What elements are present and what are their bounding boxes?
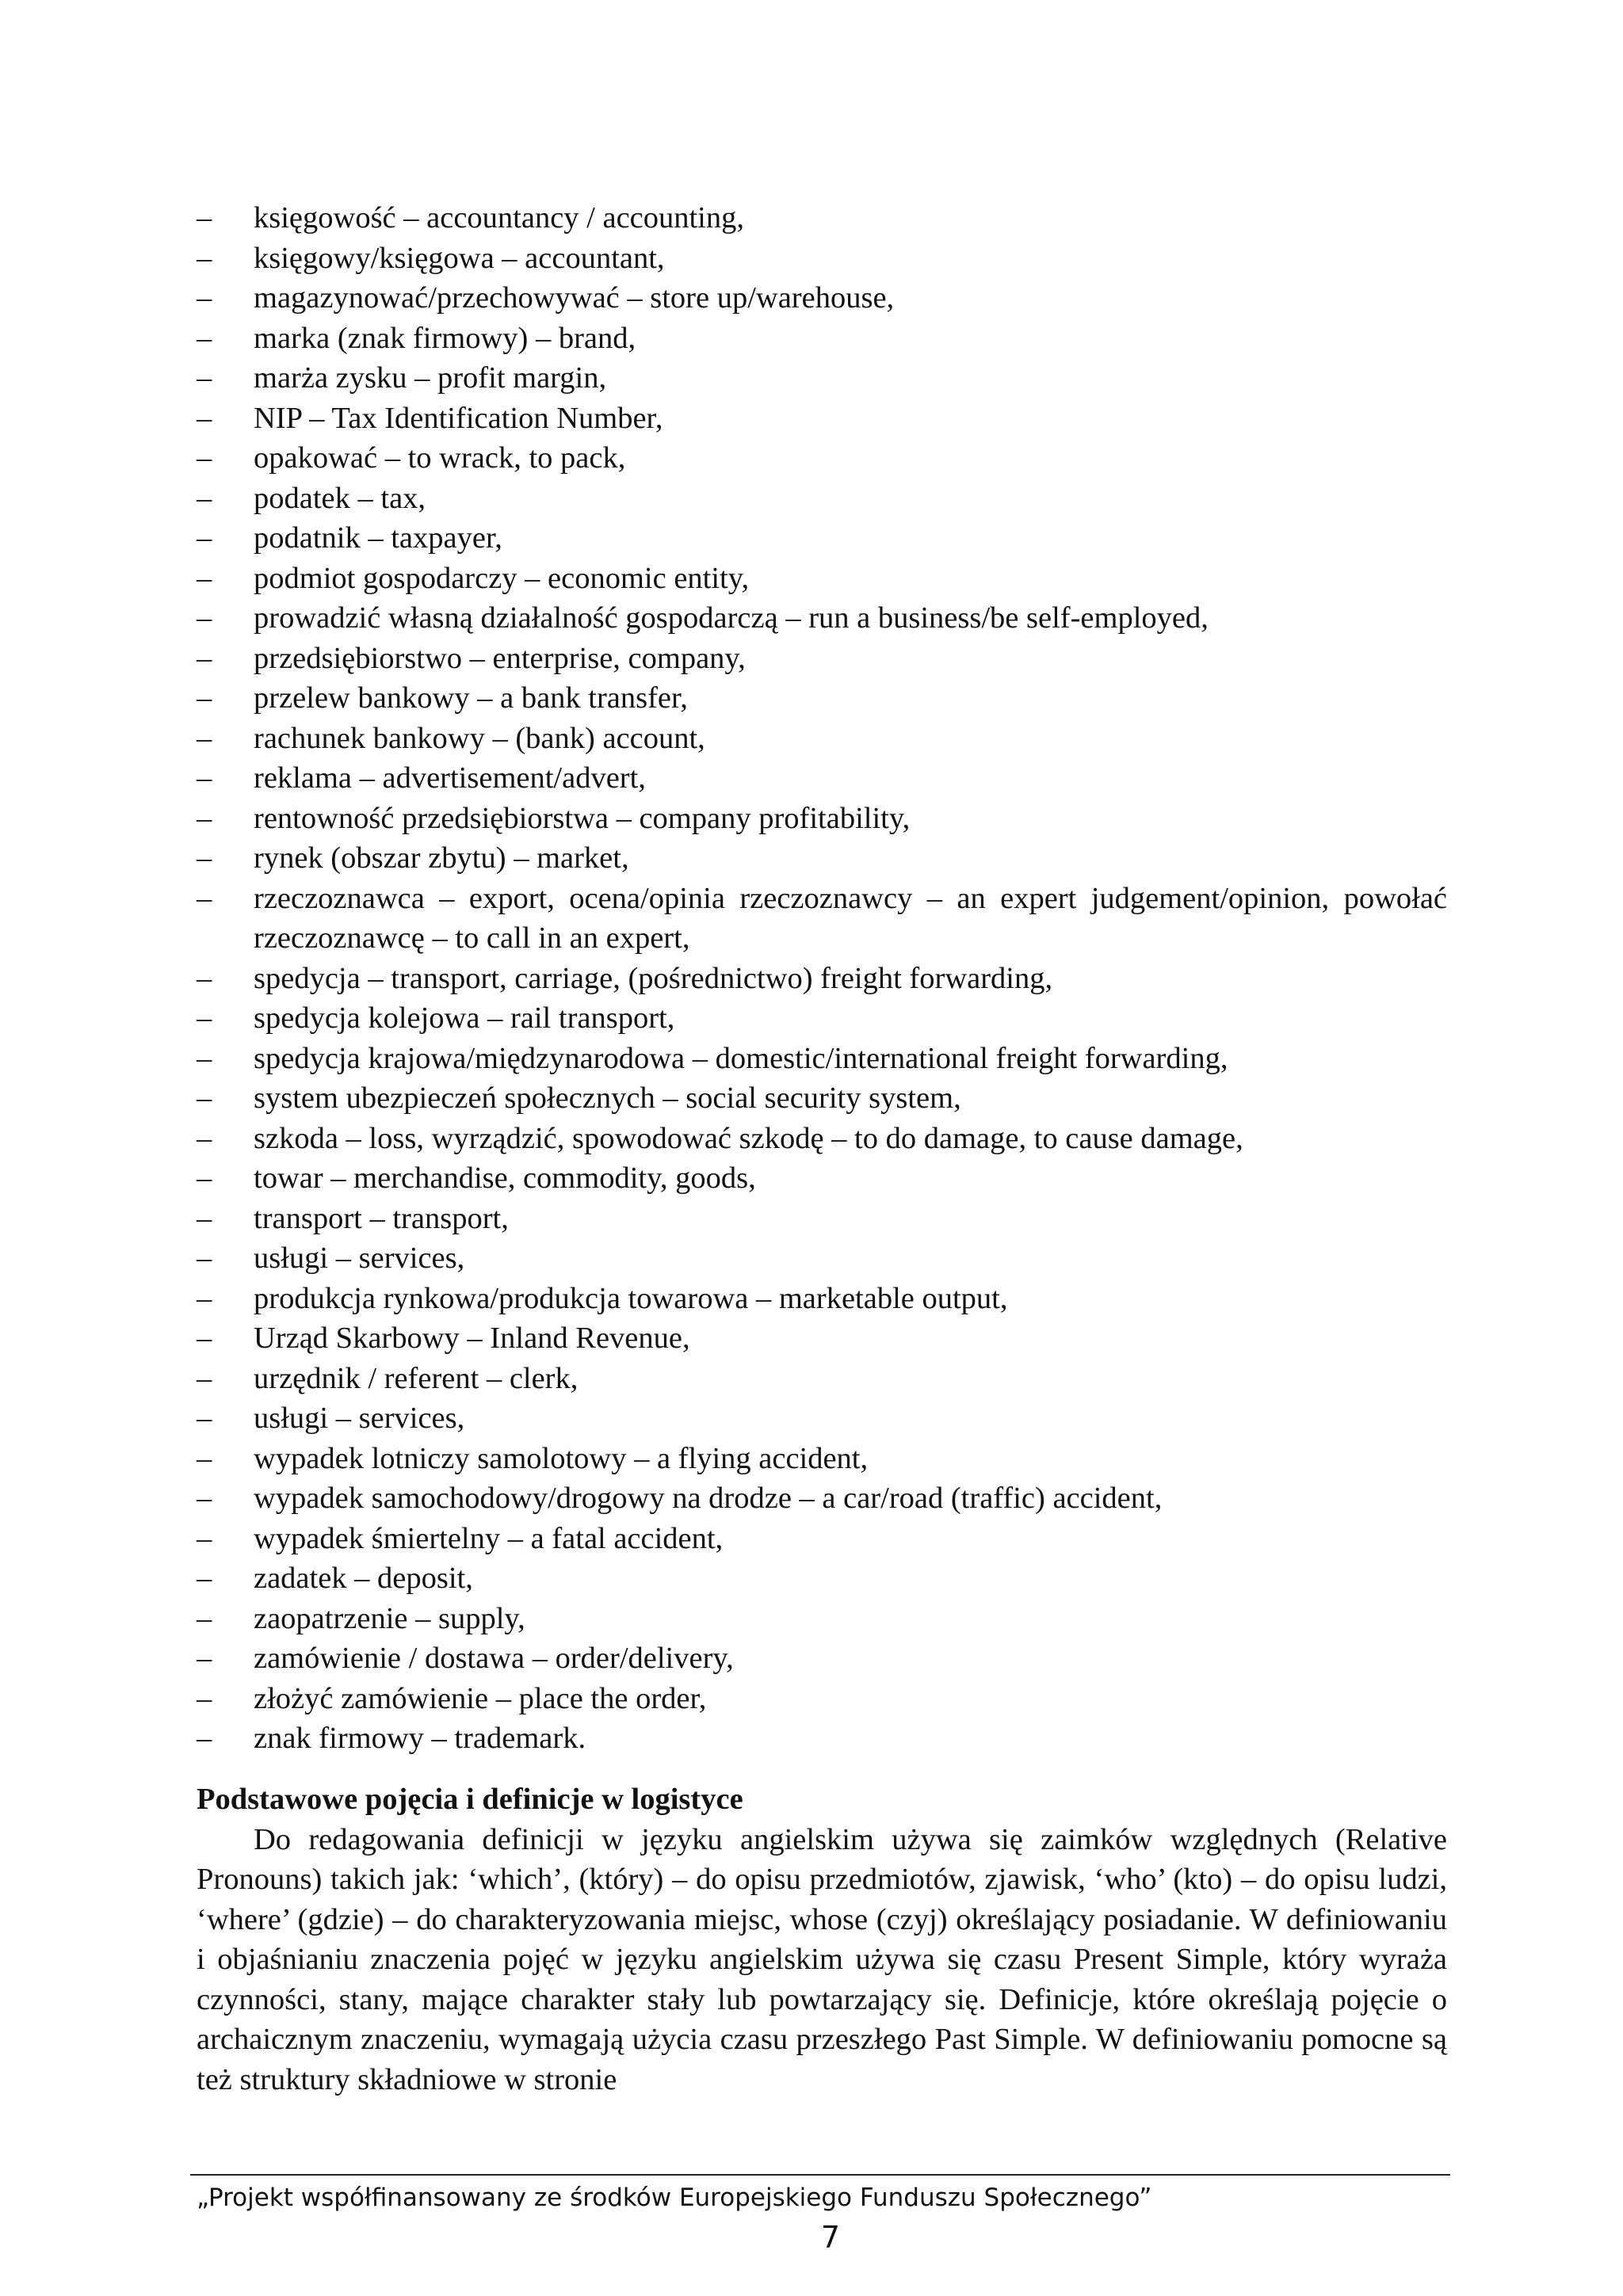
dash-bullet-icon	[197, 198, 212, 238]
dash-bullet-icon	[197, 1599, 212, 1639]
vocabulary-text: system ubezpieczeń społecznych – social security system,	[254, 1081, 961, 1115]
vocabulary-text: przedsiębiorstwo – enterprise, company,	[254, 641, 746, 675]
vocabulary-text: rynek (obszar zbytu) – market,	[254, 841, 629, 875]
dash-bullet-icon	[197, 598, 212, 639]
vocabulary-text: złożyć zamówienie – place the order,	[254, 1681, 707, 1715]
vocabulary-text: spedycja – transport, carriage, (pośrednictwo) freight forwarding,	[254, 961, 1053, 995]
dash-bullet-icon	[197, 1638, 212, 1679]
footer-funding-note: „Projekt współfinansowany ze środków Europejskiego Funduszu Społecznego”	[197, 2183, 1152, 2212]
vocabulary-text: zaopatrzenie – supply,	[254, 1601, 525, 1635]
vocabulary-item	[197, 438, 1447, 479]
vocabulary-item	[197, 198, 1447, 238]
dash-bullet-icon	[197, 1119, 212, 1159]
vocabulary-text: prowadzić własną działalność gospodarczą – run a business/be self-employed,	[254, 601, 1209, 635]
page-number: 7	[820, 2220, 841, 2255]
dash-bullet-icon	[197, 1478, 212, 1519]
dash-bullet-icon	[197, 879, 212, 919]
vocabulary-item	[197, 1359, 1447, 1399]
vocabulary-text: towar – merchandise, commodity, goods,	[254, 1161, 756, 1195]
vocabulary-item	[197, 678, 1447, 719]
dash-bullet-icon	[197, 1439, 212, 1479]
vocabulary-item	[197, 1039, 1447, 1079]
vocabulary-text: rzeczoznawca – export, ocena/opinia rzeczoznawcy – an expert judgement/opinion, powołać rzeczoznawcę – to call in an expert,	[254, 881, 1447, 955]
dash-bullet-icon	[197, 479, 212, 519]
vocabulary-text: księgowość – accountancy / accounting,	[254, 201, 745, 235]
vocabulary-item	[197, 639, 1447, 679]
vocabulary-text: magazynować/przechowywać – store up/warehouse,	[254, 281, 895, 315]
vocabulary-item	[197, 1199, 1447, 1239]
vocabulary-item	[197, 1078, 1447, 1119]
vocabulary-text: NIP – Tax Identification Number,	[254, 401, 663, 435]
vocabulary-text: transport – transport,	[254, 1201, 509, 1235]
vocabulary-item	[197, 1119, 1447, 1159]
dash-bullet-icon	[197, 318, 212, 359]
dash-bullet-icon	[197, 399, 212, 439]
vocabulary-text: wypadek lotniczy samolotowy – a flying accident,	[254, 1441, 869, 1475]
vocabulary-text: przelew bankowy – a bank transfer,	[254, 681, 688, 715]
vocabulary-text: usługi – services,	[254, 1402, 465, 1435]
dash-bullet-icon	[197, 1679, 212, 1719]
dash-bullet-icon	[197, 1318, 212, 1359]
dash-bullet-icon	[197, 1558, 212, 1599]
dash-bullet-icon	[197, 518, 212, 559]
dash-bullet-icon	[197, 799, 212, 839]
dash-bullet-icon	[197, 1519, 212, 1559]
dash-bullet-icon	[197, 238, 212, 279]
vocabulary-item	[197, 1519, 1447, 1559]
dash-bullet-icon	[197, 1158, 212, 1199]
vocabulary-text: urzędnik / referent – clerk,	[254, 1361, 579, 1395]
vocabulary-item	[197, 559, 1447, 599]
dash-bullet-icon	[197, 639, 212, 679]
dash-bullet-icon	[197, 1279, 212, 1319]
vocabulary-text: spedycja kolejowa – rail transport,	[254, 1001, 675, 1035]
vocabulary-item	[197, 318, 1447, 359]
vocabulary-item	[197, 838, 1447, 879]
vocabulary-item	[197, 238, 1447, 279]
vocabulary-text: reklama – advertisement/advert,	[254, 761, 646, 795]
section-paragraph: Do redagowania definicji w języku angielskim używa się zaimków względnych (Relative Pronouns) takich jak: ‘which’, (który) – do opisu przedmiotów, zjawisk, ‘who’ (kto) – do opisu ludzi, ‘where’ (gdzie) – do charakteryzowania miejsc, whose (czyj) określający posiadanie. W definiowaniu i objaśnianiu znaczenia pojęć w języku angielskim używa się czasu Present Simple, który wyraża czynności, stany, mające charakter stały lub powtarzający się. Definicje, które określają pojęcie o archaicznym znaczeniu, wymagają użycia czasu przeszłego Past Simple. W definiowaniu pomocne są też struktury składniowe w stronie	[197, 1822, 1447, 2096]
dash-bullet-icon	[197, 1199, 212, 1239]
vocabulary-item	[197, 1679, 1447, 1719]
vocabulary-text: usługi – services,	[254, 1241, 465, 1275]
vocabulary-text: spedycja krajowa/międzynarodowa – domestic/international freight forwarding,	[254, 1041, 1228, 1075]
dash-bullet-icon	[197, 719, 212, 759]
dash-bullet-icon	[197, 1398, 212, 1439]
dash-bullet-icon	[197, 559, 212, 599]
vocabulary-text: marża zysku – profit margin,	[254, 361, 607, 395]
vocabulary-item	[197, 799, 1447, 839]
vocabulary-text: zamówienie / dostawa – order/delivery,	[254, 1642, 734, 1675]
vocabulary-item	[197, 1158, 1447, 1199]
vocabulary-item	[197, 1478, 1447, 1519]
vocabulary-text: podmiot gospodarczy – economic entity,	[254, 561, 750, 595]
dash-bullet-icon	[197, 1238, 212, 1279]
vocabulary-text: wypadek śmiertelny – a fatal accident,	[254, 1521, 724, 1555]
dash-bullet-icon	[197, 1359, 212, 1399]
vocabulary-text: podatnik – taxpayer,	[254, 521, 502, 555]
vocabulary-item	[197, 358, 1447, 399]
vocabulary-text: produkcja rynkowa/produkcja towarowa – marketable output,	[254, 1281, 1008, 1315]
vocabulary-text: rachunek bankowy – (bank) account,	[254, 721, 705, 755]
vocabulary-text: księgowy/księgowa – accountant,	[254, 241, 665, 275]
vocabulary-text: marka (znak firmowy) – brand,	[254, 321, 636, 355]
vocabulary-item	[197, 879, 1447, 959]
vocabulary-item	[197, 959, 1447, 999]
vocabulary-list	[197, 198, 1447, 1759]
vocabulary-item	[197, 518, 1447, 559]
vocabulary-item	[197, 719, 1447, 759]
vocabulary-item	[197, 399, 1447, 439]
dash-bullet-icon	[197, 838, 212, 879]
vocabulary-text: wypadek samochodowy/drogowy na drodze – a car/road (traffic) accident,	[254, 1482, 1163, 1515]
vocabulary-text: znak firmowy – trademark.	[254, 1722, 586, 1755]
section-heading: Podstawowe pojęcia i definicje w logistyce	[197, 1783, 743, 1816]
vocabulary-item	[197, 758, 1447, 799]
definitions-section	[197, 1779, 1447, 2100]
dash-bullet-icon	[197, 758, 212, 799]
dash-bullet-icon	[197, 278, 212, 318]
vocabulary-item	[197, 1638, 1447, 1679]
vocabulary-text: zadatek – deposit,	[254, 1562, 473, 1595]
vocabulary-item	[197, 1238, 1447, 1279]
dash-bullet-icon	[197, 1039, 212, 1079]
vocabulary-text: szkoda – loss, wyrządzić, spowodować szkodę – to do damage, to cause damage,	[254, 1121, 1243, 1155]
vocabulary-item	[197, 278, 1447, 318]
dash-bullet-icon	[197, 678, 212, 719]
vocabulary-item	[197, 1398, 1447, 1439]
dash-bullet-icon	[197, 998, 212, 1039]
vocabulary-item	[197, 1318, 1447, 1359]
vocabulary-text: podatek – tax,	[254, 481, 426, 515]
vocabulary-item	[197, 1439, 1447, 1479]
dash-bullet-icon	[197, 959, 212, 999]
vocabulary-item	[197, 1558, 1447, 1599]
dash-bullet-icon	[197, 1718, 212, 1759]
vocabulary-item	[197, 1279, 1447, 1319]
footer-divider	[190, 2174, 1450, 2176]
dash-bullet-icon	[197, 438, 212, 479]
dash-bullet-icon	[197, 1078, 212, 1119]
vocabulary-item	[197, 1599, 1447, 1639]
vocabulary-text: opakować – to wrack, to pack,	[254, 441, 626, 475]
vocabulary-text: Urząd Skarbowy – Inland Revenue,	[254, 1322, 690, 1355]
vocabulary-item	[197, 479, 1447, 519]
vocabulary-item	[197, 598, 1447, 639]
vocabulary-item	[197, 998, 1447, 1039]
dash-bullet-icon	[197, 358, 212, 399]
vocabulary-text: rentowność przedsiębiorstwa – company profitability,	[254, 801, 911, 835]
vocabulary-item	[197, 1718, 1447, 1759]
